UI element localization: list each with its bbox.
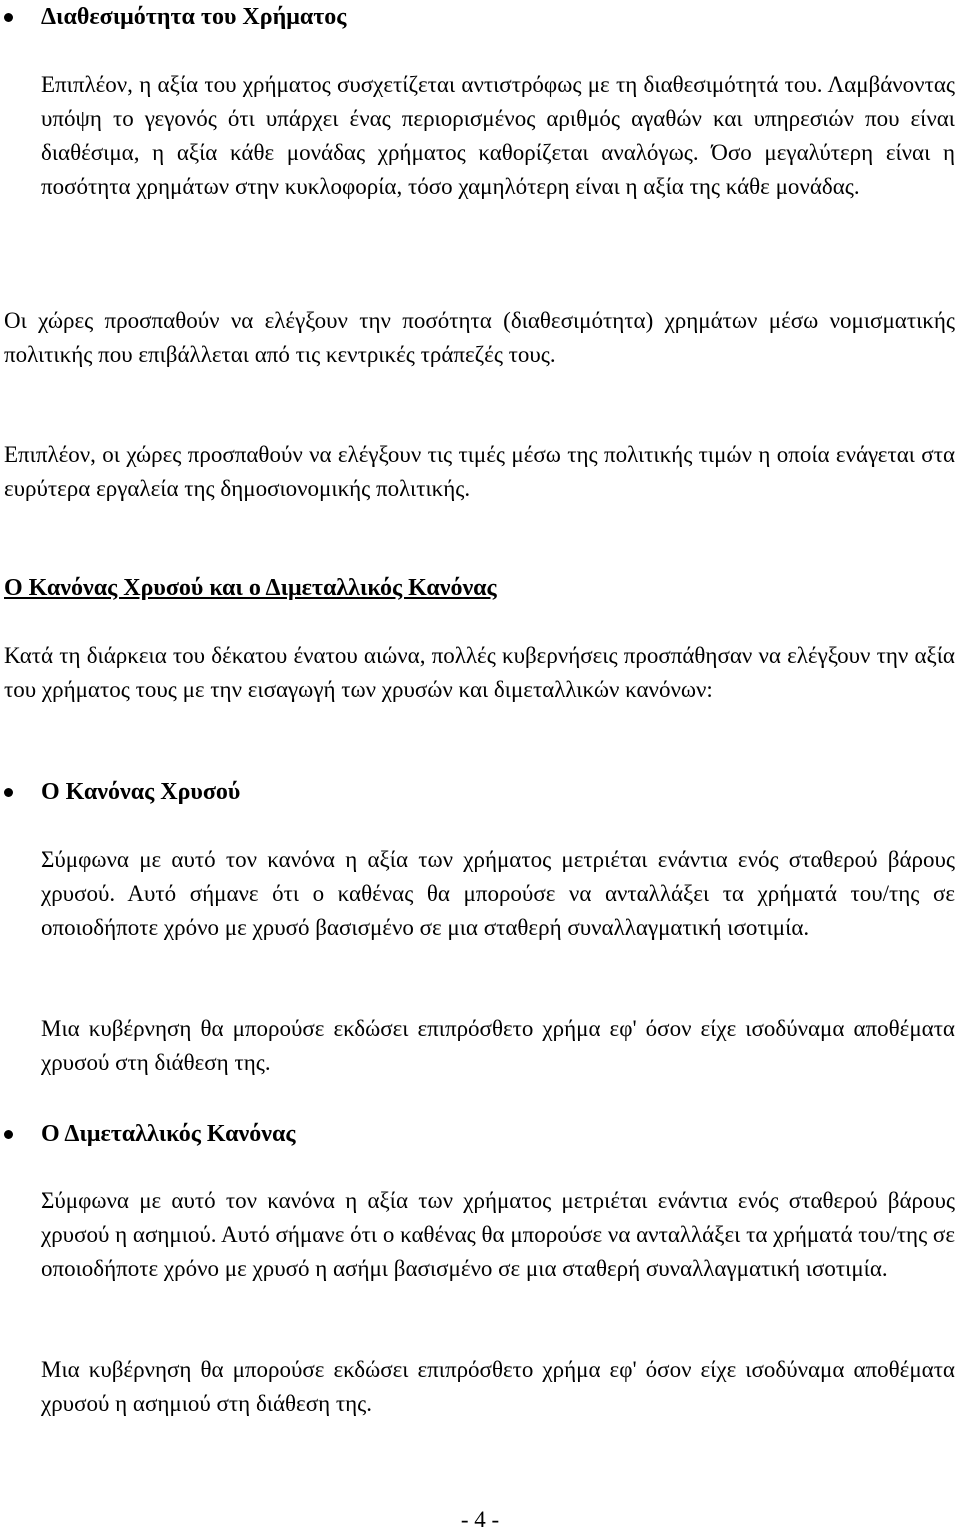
paragraph-availability-2: Οι χώρες προσπαθούν να ελέγξουν την ποσότητα (διαθεσιμότητα) χρημάτων μέσω νομισματικής πολιτικής που επιβάλλεται από τις κεντρικές τράπεζές τους.: [4, 308, 955, 367]
paragraph-gold-rule-1: Σύμφωνα με αυτό τον κανόνα η αξία των χρήματος μετριέται ενάντια ενός σταθερού βάρους χρυσού. Αυτό σήμανε ότι ο καθένας θα μπορούσε να ανταλλάξει τα χρήματά του/της σε οποιοδήποτε χρόνο με χρυσό βασισμένο σε μια σταθερή συναλλαγματική ισοτιμία.: [41, 847, 955, 940]
paragraph-availability-1: Επιπλέον, η αξία του χρήματος συσχετίζεται αντιστρόφως με τη διαθεσιμότητά του. Λαμβάνοντας υπόψη το γεγονός ότι υπάρχει ένας περιορισμένος αριθμός αγαθών και υπηρεσιών που είναι διαθέσιμα, η αξία κάθε μονάδας χρήματος καθορίζεται αναλόγως. Όσο μεγαλύτερη είναι η ποσότητα χρημάτων στην κυκλοφορία, τόσο χαμηλότερη είναι η αξία της κάθε μονάδας.: [41, 72, 955, 199]
page-number: - 4 -: [460, 1507, 500, 1532]
heading-text: Διαθεσιμότητα του Χρήματος: [41, 4, 347, 30]
section-title-gold-bimetal: Ο Κανόνας Χρυσού και ο Διμεταλλικός Κανόνας: [4, 575, 497, 601]
heading-text: Ο Κανόνας Χρυσού: [41, 779, 241, 805]
paragraph-gold-rule-2: Μια κυβέρνηση θα μπορούσε εκδώσει επιπρόσθετο χρήμα εφ' όσον είχε ισοδύναμα αποθέματα χρυσού στη διάθεση της.: [41, 1016, 955, 1075]
bullet-icon: [4, 13, 13, 22]
bullet-icon: [4, 1130, 13, 1139]
paragraph-bimetal-rule-2: Μια κυβέρνηση θα μπορούσε εκδώσει επιπρόσθετο χρήμα εφ' όσον είχε ισοδύναμα αποθέματα χρυσού η ασημιού στη διάθεση της.: [41, 1357, 955, 1416]
paragraph-gold-bimetal-intro: Κατά τη διάρκεια του δέκατου ένατου αιώνα, πολλές κυβερνήσεις προσπάθησαν να ελέγξουν την αξία του χρήματος τους με την εισαγωγή των χρυσών και διμεταλλικών κανόνων:: [4, 643, 955, 702]
bullet-icon: [4, 788, 13, 797]
paragraph-bimetal-rule-1: Σύμφωνα με αυτό τον κανόνα η αξία των χρήματος μετριέται ενάντια ενός σταθερού βάρους χρυσού η ασημιού. Αυτό σήμανε ότι ο καθένας θα μπορούσε να ανταλλάξει τα χρήματά του/της σε οποιοδήποτε χρόνο με χρυσό η ασήμι βασισμένο σε μια σταθερή συναλλαγματική ισοτιμία.: [41, 1188, 955, 1281]
heading-text: Ο Διμεταλλικός Κανόνας: [41, 1121, 296, 1147]
paragraph-availability-3: Επιπλέον, οι χώρες προσπαθούν να ελέγξουν τις τιμές μέσω της πολιτικής τιμών η οποία ενάγεται στα ευρύτερα εργαλεία της δημοσιονομικής πολιτικής.: [4, 442, 955, 501]
